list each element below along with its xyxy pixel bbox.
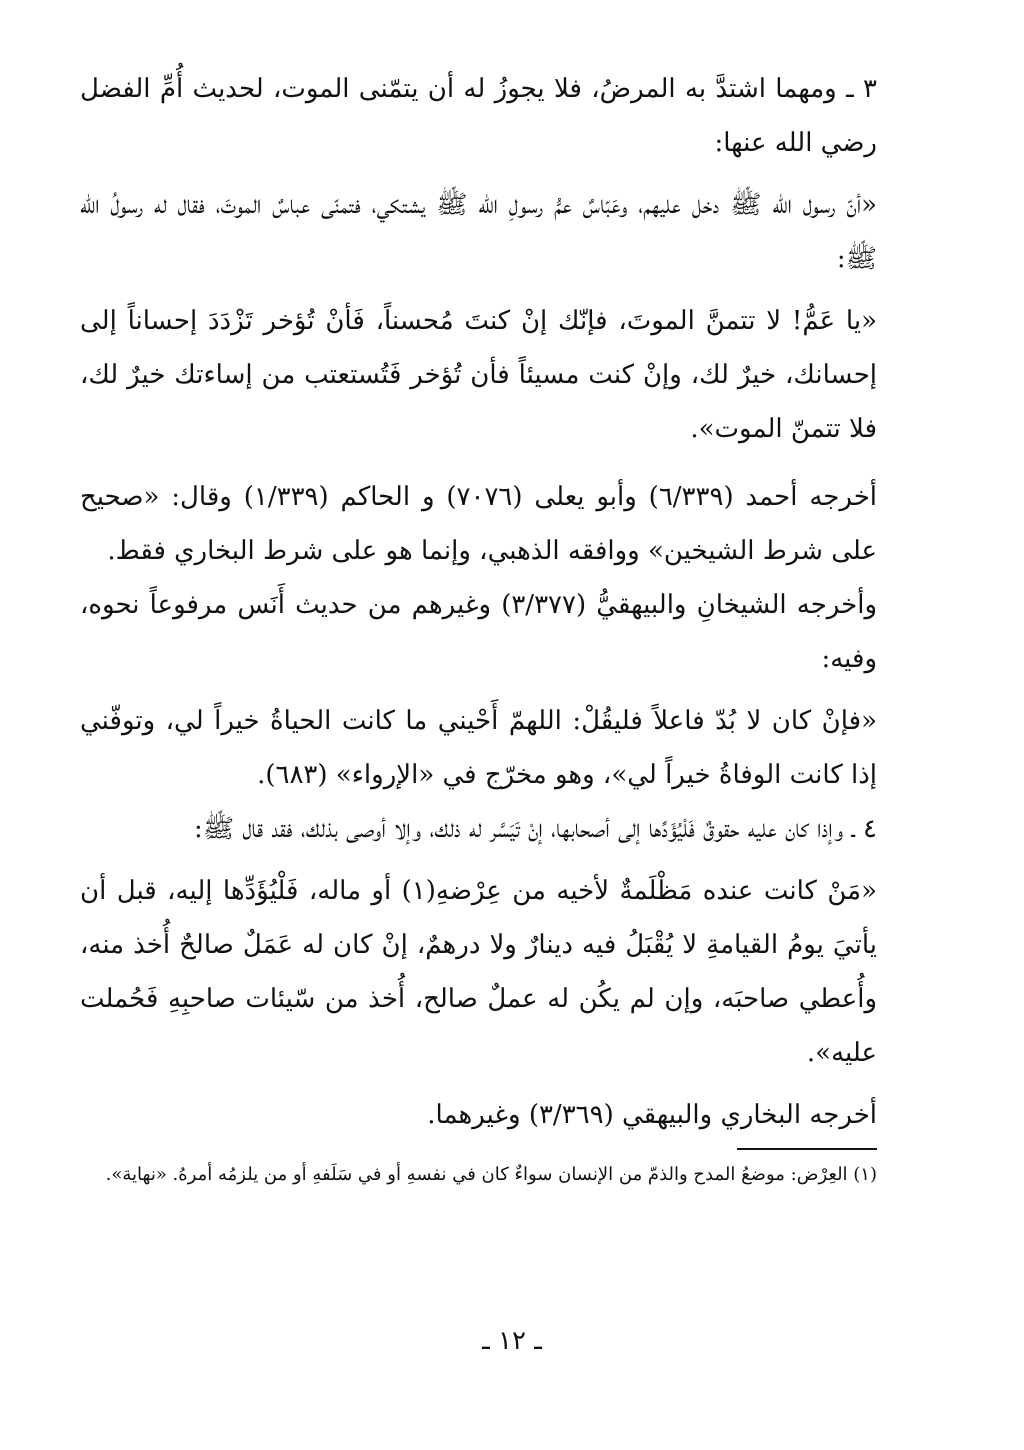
paragraph-3: «يا عَمُّ! لا تتمنَّ الموتَ، فإنّك إنْ كنتَ مُحسناً، فَأنْ تُؤخر تَزْدَدَ إحساناً إلى إحسانك، خيرٌ لك، وإنْ كنت مسيئاً فأن تُؤخر فَتُستعتب من إساءتك خيرٌ لك، فلا تتمنّ الموت».	[80, 306, 877, 444]
page-number: ـ ١٢ ـ	[482, 1326, 542, 1356]
paragraph-6: «فإنْ كان لا بُدّ فاعلاً فليقُلْ: اللهمّ أَحْيني ما كانت الحياةُ خيراً لي، وتوفّني إذا كانت الوفاةُ خيراً لي»، وهو مخرّج في «الإرواء» (٦٨٣).	[80, 706, 877, 790]
paragraph-2: «أنّ رسول الله ﷺ دخل عليهم، وعَبّاسٌ عمُّ رسولِ الله ﷺ يشتكي، فتمنّى عباسٌ الموتَ، فقال له رسولُ الله ﷺ:	[80, 190, 877, 274]
paragraph-5: وأخرجه الشيخانِ والبيهقيُّ (٣/٣٧٧) وغيرهم من حديث أَنَس مرفوعاً نحوه، وفيه:	[80, 590, 877, 674]
paragraph-4: أخرجه أحمد (٦/٣٣٩) وأبو يعلى (٧٠٧٦) و الحاكم (١/٣٣٩) وقال: «صحيح على شرط الشيخين» ووافقه الذهبي، وإنما هو على شرط البخاري فقط.	[80, 482, 877, 566]
footnote: (١) العِرْض: موضعُ المدح والذمّ من الإنسان سواءٌ كان في نفسهِ أو في سَلَفهِ أو من يلزمُه أمرهُ. «نهاية».	[105, 1164, 877, 1185]
footnote-divider	[737, 1148, 877, 1150]
paragraph-1: ٣ ـ ومهما اشتدَّ به المرضُ، فلا يجوزُ له أن يتمّنى الموت، لحديث أُمِّ الفضل رضي الله عنها:	[80, 74, 877, 158]
paragraph-8: «مَنْ كانت عنده مَظْلَمةٌ لأخيه من عِرْضهِ(١) أو ماله، فَلْيُؤَدِّها إليه، قبل أن يأتيَ يومُ القيامةِ لا يُقْبَلُ فيه دينارٌ ولا درهمٌ، إنْ كان له عَمَلٌ صالحٌ أُخذ منه، وأُعطي صاحبَه، وإن لم يكُن له عملٌ صالح، أُخذ من سّيئات صاحبِهِ فَحُملت عليه».	[80, 876, 877, 1068]
paragraph-7: ٤ ـ وإذا كان عليه حقوقٌ فَلْيُؤَدِّها إلى أصحابها، إنْ تَيَسَّر له ذلك، وإلا أوصى بذلك، فقد قال ﷺ:	[193, 814, 877, 844]
page-body	[80, 62, 877, 1190]
paragraph-9: أخرجه البخاري والبيهقي (٣/٣٦٩) وغيرهما.	[427, 1100, 877, 1130]
